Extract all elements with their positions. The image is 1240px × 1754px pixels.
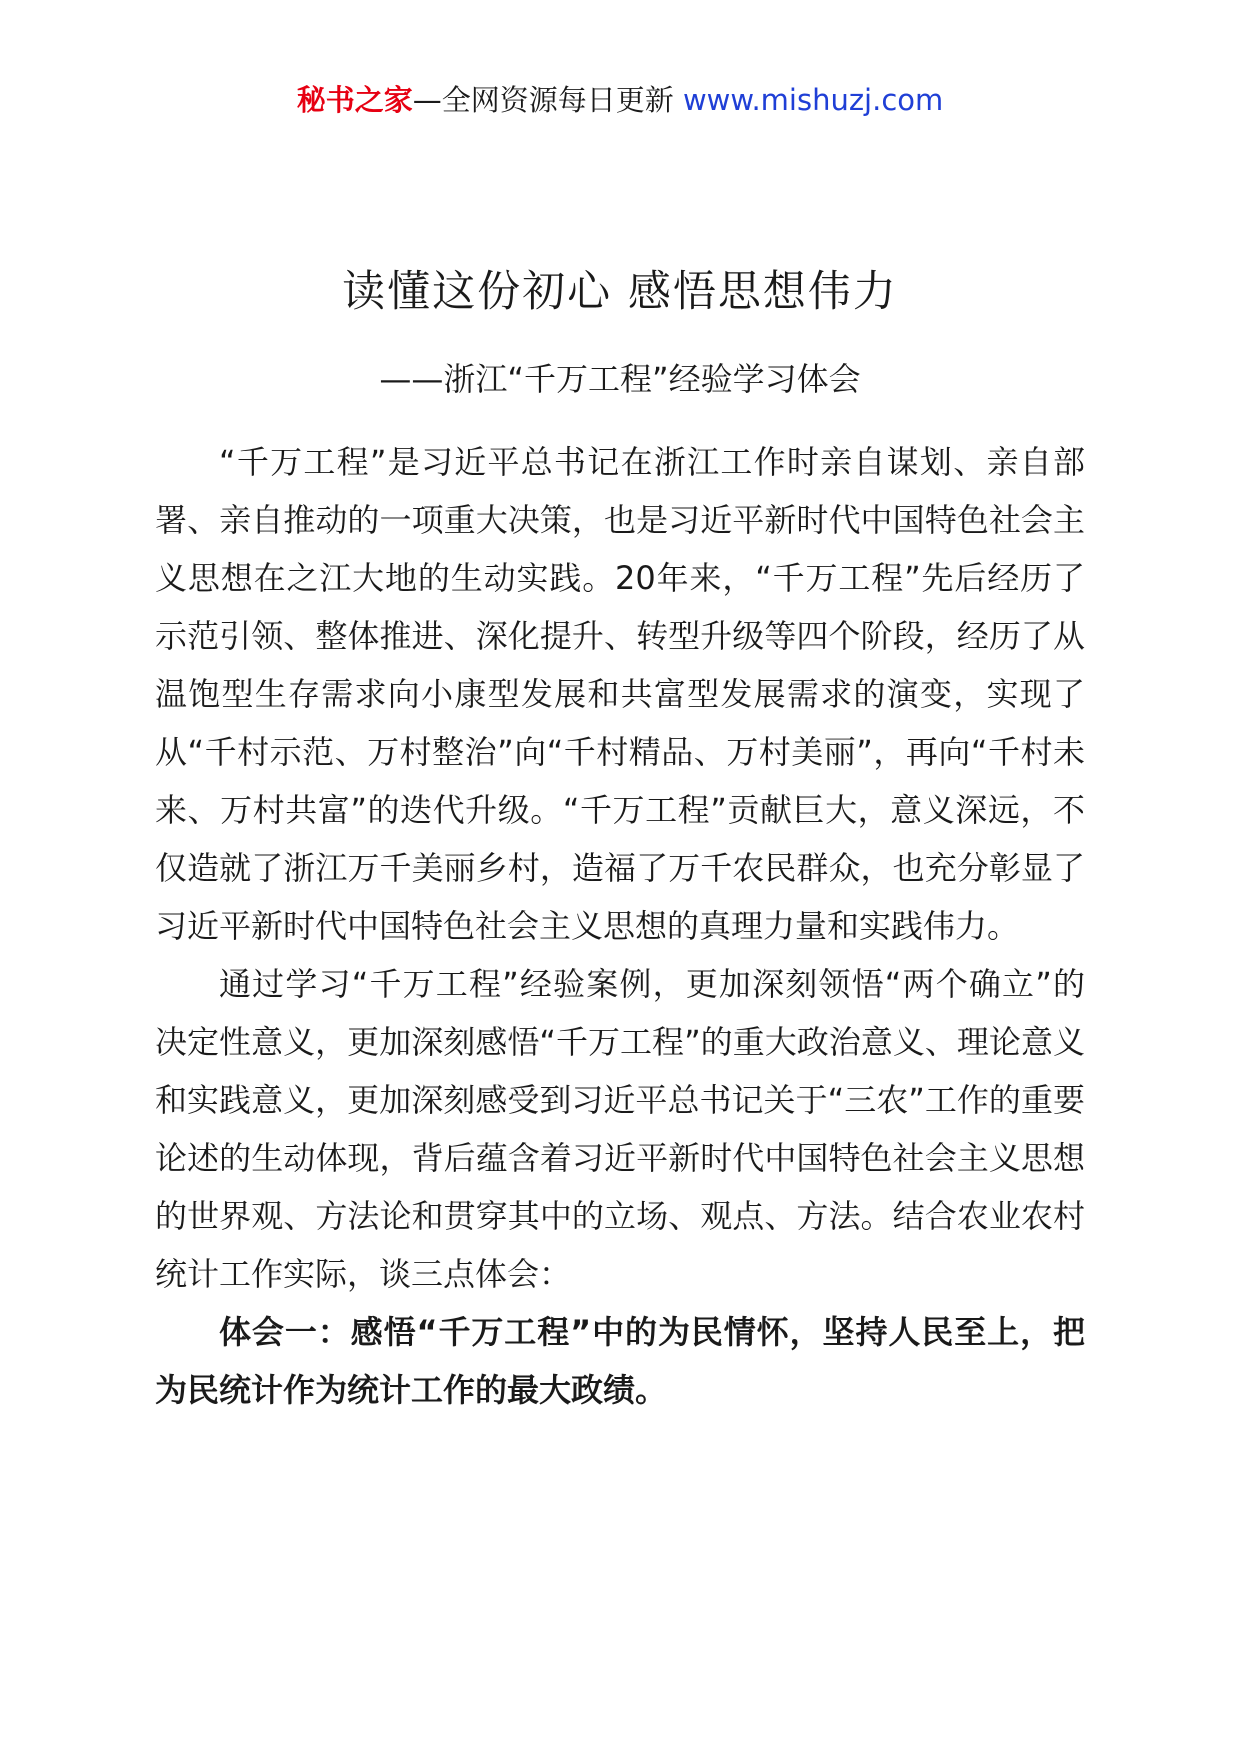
document-body [155, 433, 1085, 1419]
site-url-link[interactable]: www.mishuzj.com [682, 83, 944, 117]
document-title: 读懂这份初心 感悟思想伟力 [342, 267, 898, 317]
paragraph-intro: “千万工程”是习近平总书记在浙江工作时亲自谋划、亲自部署、亲自推动的一项重大决策，也是习近平新时代中国特色社会主义思想在之江大地的生动实践。20年来，“千万工程”先后经历了示范引领、整体推进、深化提升、转型升级等四个阶段，经历了从温饱型生存需求向小康型发展和共富型发展需求的演变，实现了从“千村示范、万村整治”向“千村精品、万村美丽”，再向“千村未来、万村共富”的迭代升级。“千万工程”贡献巨大，意义深远，不仅造就了浙江万千美丽乡村，造福了万千农民群众，也充分彰显了习近平新时代中国特色社会主义思想的真理力量和实践伟力。 [155, 443, 1085, 945]
site-header [0, 80, 1240, 120]
document-subtitle: ——浙江“千万工程”经验学习体会 [379, 360, 861, 398]
paragraph-study: 通过学习“千万工程”经验案例，更加深刻领悟“两个确立”的决定性意义，更加深刻感悟“千万工程”的重大政治意义、理论意义和实践意义，更加深刻感受到习近平总书记关于“三农”工作的重要论述的生动体现，背后蕴含着习近平新时代中国特色社会主义思想的世界观、方法论和贯穿其中的立场、观点、方法。结合农业农村统计工作实际，谈三点体会： [155, 965, 1085, 1293]
paragraph-heading-one: 体会一：感悟“千万工程”中的为民情怀，坚持人民至上，把为民统计作为统计工作的最大政绩。 [155, 1313, 1085, 1409]
site-brand: 秘书之家 [296, 83, 413, 117]
site-slogan: —全网资源每日更新 [412, 83, 674, 117]
